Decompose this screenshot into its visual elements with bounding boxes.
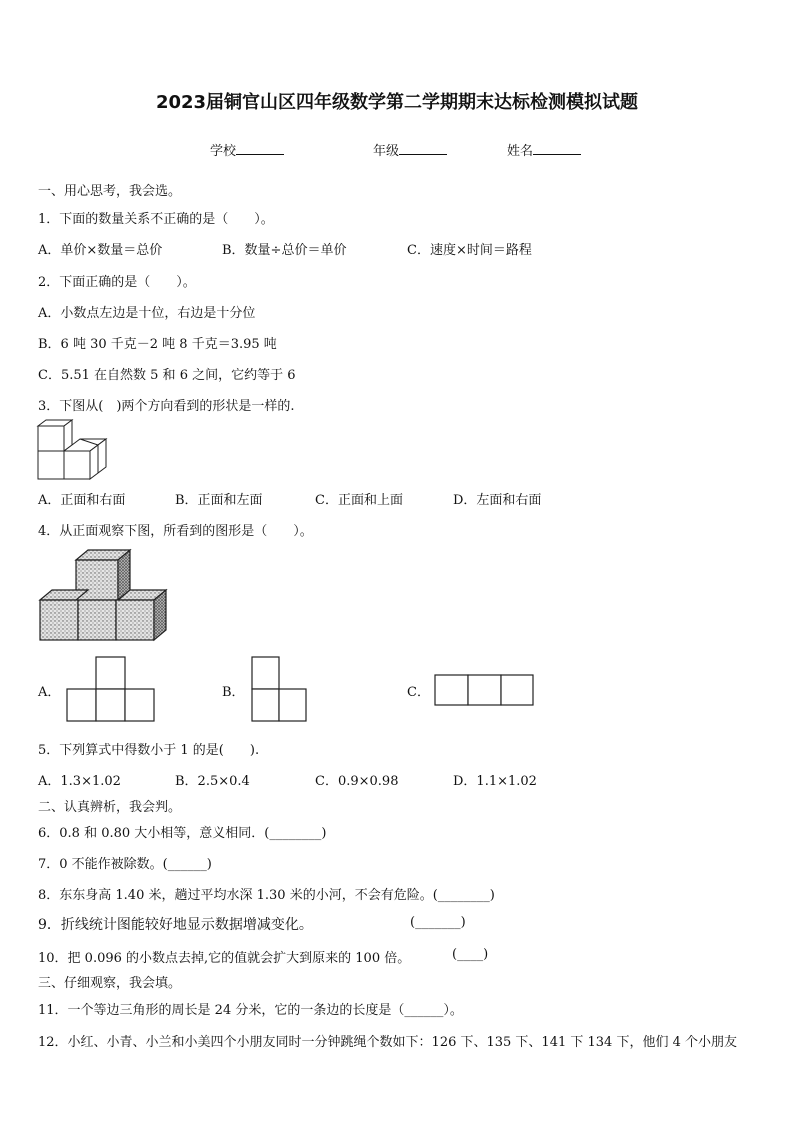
school-label: 学校 [210, 144, 237, 159]
q6: 6．0.8 和 0.80 大小相等，意义相同．(________) [38, 826, 327, 841]
section-1-heading: 一、用心思考，我会选。 [38, 184, 182, 199]
q4-option-a-figure [64, 654, 156, 724]
q1-option-b: B．数量÷总价＝单价 [222, 243, 347, 258]
q2-option-c: C．5.51 在自然数 5 和 6 之间，它约等于 6 [38, 368, 296, 383]
q3-option-b: B．正面和左面 [175, 493, 263, 508]
page-title: 2023届铜官山区四年级数学第二学期期末达标检测模拟试题 [155, 92, 639, 113]
q4-option-c-label: C． [407, 685, 430, 700]
grade-blank [399, 142, 447, 155]
q3-option-d: D．左面和右面 [453, 493, 542, 508]
school-field [210, 140, 284, 159]
grade-field [373, 140, 447, 159]
q2-option-b: B．6 吨 30 千克－2 吨 8 千克＝3.95 吨 [38, 337, 277, 352]
q9-blank: (_______) [410, 915, 466, 930]
q3-option-a: A．正面和右面 [38, 493, 126, 508]
q1-stem: 1．下面的数量关系不正确的是（ ）。 [38, 212, 274, 227]
q5-option-d: D．1.1×1.02 [453, 774, 537, 789]
name-blank [533, 142, 581, 155]
q5-option-b: B．2.5×0.4 [175, 774, 250, 789]
name-field [507, 140, 581, 159]
q4-option-a-label: A． [38, 685, 61, 700]
q5-option-a: A．1.3×1.02 [38, 774, 121, 789]
q5-option-c: C．0.9×0.98 [315, 774, 399, 789]
section-2-heading: 二、认真辨析，我会判。 [38, 800, 182, 815]
q12: 12．小红、小青、小兰和小美四个小朋友同时一分钟跳绳个数如下：126 下、135 下、141 下 134 下，他们 4 个小朋友 [38, 1035, 737, 1050]
q2-stem: 2．下面正确的是（ ）。 [38, 275, 196, 290]
grade-label: 年级 [373, 144, 400, 159]
q4-cube-figure [38, 548, 170, 644]
q1-option-a: A．单价×数量＝总价 [38, 243, 163, 258]
q10-blank: (____) [452, 947, 489, 962]
name-label: 姓名 [507, 144, 534, 159]
q11: 11．一个等边三角形的周长是 24 分米，它的一条边的长度是（______）。 [38, 1003, 463, 1018]
q7: 7．0 不能作被除数。(______) [38, 857, 212, 872]
q4-stem: 4．从正面观察下图，所看到的图形是（ ）。 [38, 524, 313, 539]
q4-option-b-label: B． [222, 685, 245, 700]
q9: 9．折线统计图能较好地显示数据增减变化。 [38, 917, 313, 933]
q10: 10．把 0.096 的小数点去掉,它的值就会扩大到原来的 100 倍。 [38, 951, 411, 966]
section-3-heading: 三、仔细观察，我会填。 [38, 976, 182, 991]
q2-option-a: A．小数点左边是十位，右边是十分位 [38, 306, 256, 321]
q4-option-c-figure [432, 672, 536, 708]
q4-option-b-figure [249, 654, 309, 724]
school-blank [236, 142, 284, 155]
q1-option-c: C．速度×时间＝路程 [407, 243, 532, 258]
q3-stem: 3．下图从( )两个方向看到的形状是一样的. [38, 399, 295, 414]
q8: 8．东东身高 1.40 米，趟过平均水深 1.30 米的小河，不会有危险。(________) [38, 888, 495, 903]
q5-stem: 5．下列算式中得数小于 1 的是( ). [38, 743, 260, 758]
q3-option-c: C．正面和上面 [315, 493, 403, 508]
q3-cube-figure [36, 418, 110, 482]
